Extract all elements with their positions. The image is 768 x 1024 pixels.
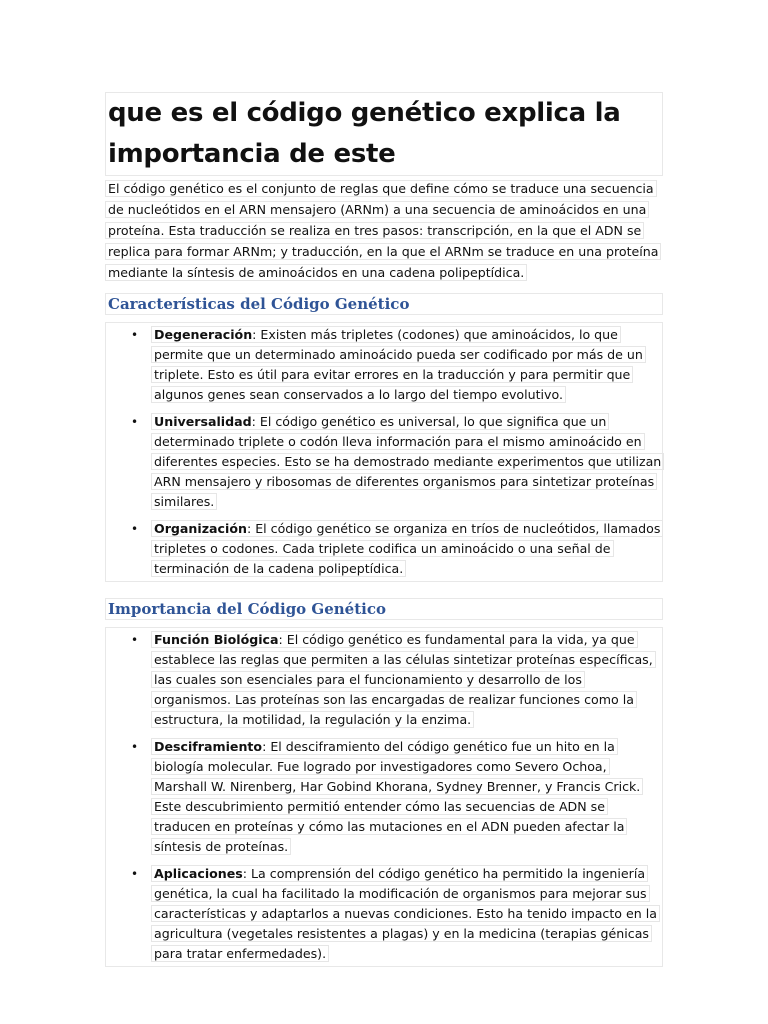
list-item [106,630,662,730]
item-description: : El desciframiento del código genético fue un hito en la biología molecular. Fue logrado por investigadores como Severo Ochoa, Marshall W. Nirenberg, Har Gobind Khorana, Sydney Brenner, y Francis Crick. Este descubrimiento permitió entender cómo las secuencias de ADN se traducen en proteínas y cómo las mutaciones en el ADN pueden afectar la síntesis de proteínas. [154,739,641,854]
importancia-list [105,627,663,967]
item-term: Desciframiento [154,739,263,754]
section-heading-caracteristicas: Características del Código Genético [105,293,663,315]
item-description: : El código genético se organiza en tríos de nucleótidos, llamados tripletes o codones. Cada triplete codifica un aminoácido o una señal de terminación de la cadena polipeptídica. [154,521,661,576]
intro-text: El código genético es el conjunto de reglas que define cómo se traduce una secuencia de nucleótidos en el ARN mensajero (ARNm) a una secuencia de aminoácidos en una proteína. Esta traducción se realiza en tres pasos: transcripción, en la que el ADN se replica para formar ARNm; y traducción, en la que el ARNm se traduce en una proteína mediante la síntesis de aminoácidos en una cadena polipeptídica. [105,180,661,281]
list-item [106,519,662,579]
bullet-icon: • [131,633,139,647]
list-item [106,325,662,405]
bullet-icon: • [131,415,139,429]
list-item [106,412,662,512]
document-title: que es el código genético explica la importancia de este [105,92,663,176]
item-term: Degeneración [154,327,253,342]
list-item [106,864,662,964]
document-page [105,92,663,983]
bullet-icon: • [131,740,139,754]
item-term: Función Biológica [154,632,279,647]
bullet-icon: • [131,867,139,881]
item-term: Aplicaciones [154,866,243,881]
bullet-icon: • [131,328,139,342]
item-term: Universalidad [154,414,252,429]
item-description: : Existen más tripletes (codones) que aminoácidos, lo que permite que un determinado aminoácido pueda ser codificado por más de un triplete. Esto es útil para evitar errores en la traducción y para permitir que algunos genes sean conservados a lo largo del tiempo evolutivo. [154,327,643,402]
bullet-icon: • [131,522,139,536]
caracteristicas-list [105,322,663,582]
item-description: : El código genético es universal, lo que significa que un determinado triplete o codón lleva información para el mismo aminoácido en diferentes especies. Esto se ha demostrado mediante experimentos que utilizan ARN mensajero y ribosomas de diferentes organismos para sintetizar proteínas similares. [154,414,662,509]
intro-paragraph [105,178,663,283]
item-description: : La comprensión del código genético ha permitido la ingeniería genética, la cual ha facilitado la modificación de organismos para mejorar sus características y adaptarlos a nuevas condiciones. Esto ha tenido impacto en la agricultura (vegetales resistentes a plagas) y en la medicina (terapias génicas para tratar enfermedades). [154,866,657,961]
list-item [106,737,662,857]
item-term: Organización [154,521,247,536]
section-heading-importancia: Importancia del Código Genético [105,598,663,620]
item-description: : El código genético es fundamental para la vida, ya que establece las reglas que permiten a las células sintetizar proteínas específicas, las cuales son esenciales para el funcionamiento y desarrollo de los organismos. Las proteínas son las encargadas de realizar funciones como la estructura, la motilidad, la regulación y la enzima. [154,632,653,727]
